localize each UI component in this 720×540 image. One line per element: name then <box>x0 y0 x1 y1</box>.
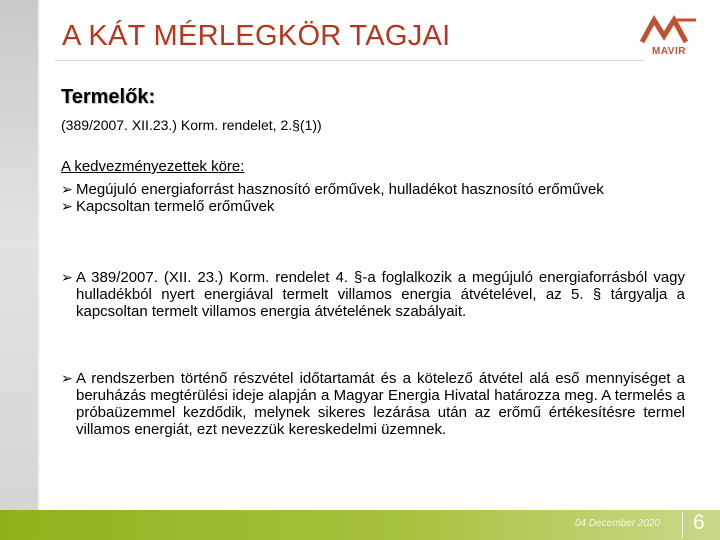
page-number: 6 <box>693 511 705 534</box>
list-item-text: Megújuló energiaforrást hasznosító erőművek, hulladékot hasznosító erőművek <box>76 181 604 198</box>
paragraph-block <box>61 370 685 438</box>
beneficiaries-title: A kedvezményezettek köre: <box>61 158 245 175</box>
arrow-bullet-icon: ➢ <box>61 269 73 285</box>
paragraph-block <box>61 269 685 320</box>
list-item <box>61 370 685 438</box>
paragraph-text: A 389/2007. (XII. 23.) Korm. rendelet 4. §-a foglalkozik a megújuló energiaforrásból vagy hulladékból nyert energiával termelt villamos energia átvételével, az 5. § tárgyalja a kapcsoltan termelt villamos energia átvételének szabályait. <box>76 269 685 320</box>
left-decor-bar <box>0 0 40 540</box>
beneficiaries-list <box>61 181 685 215</box>
list-item <box>61 269 685 320</box>
arrow-bullet-icon: ➢ <box>61 370 73 386</box>
list-item <box>61 181 685 198</box>
footer-date: 04 December 2020 <box>575 518 661 529</box>
list-item <box>61 198 685 215</box>
footer-divider <box>682 512 683 538</box>
title-divider <box>55 60 645 61</box>
legal-reference: (389/2007. XII.23.) Korm. rendelet, 2.§(1)) <box>61 117 322 133</box>
slide-title: A KÁT MÉRLEGKÖR TAGJAI <box>62 20 451 52</box>
logo-text: MAVIR <box>652 46 686 57</box>
arrow-bullet-icon: ➢ <box>61 181 73 197</box>
arrow-bullet-icon: ➢ <box>61 198 73 214</box>
paragraph-text: A rendszerben történő részvétel időtartamát és a kötelező átvétel alá eső mennyiséget a beruházás megtérülési ideje alapján a Magyar Energia Hivatal határozza meg. A termelés a próbaüzemmel kezdődik, melynek sikeres lezárása után az erőmű értékesítésre termel villamos energiát, ezt nevezzük kereskedelmi üzemnek. <box>76 370 685 438</box>
list-item-text: Kapcsoltan termelő erőművek <box>76 198 275 215</box>
section-heading: Termelők: <box>61 86 156 108</box>
